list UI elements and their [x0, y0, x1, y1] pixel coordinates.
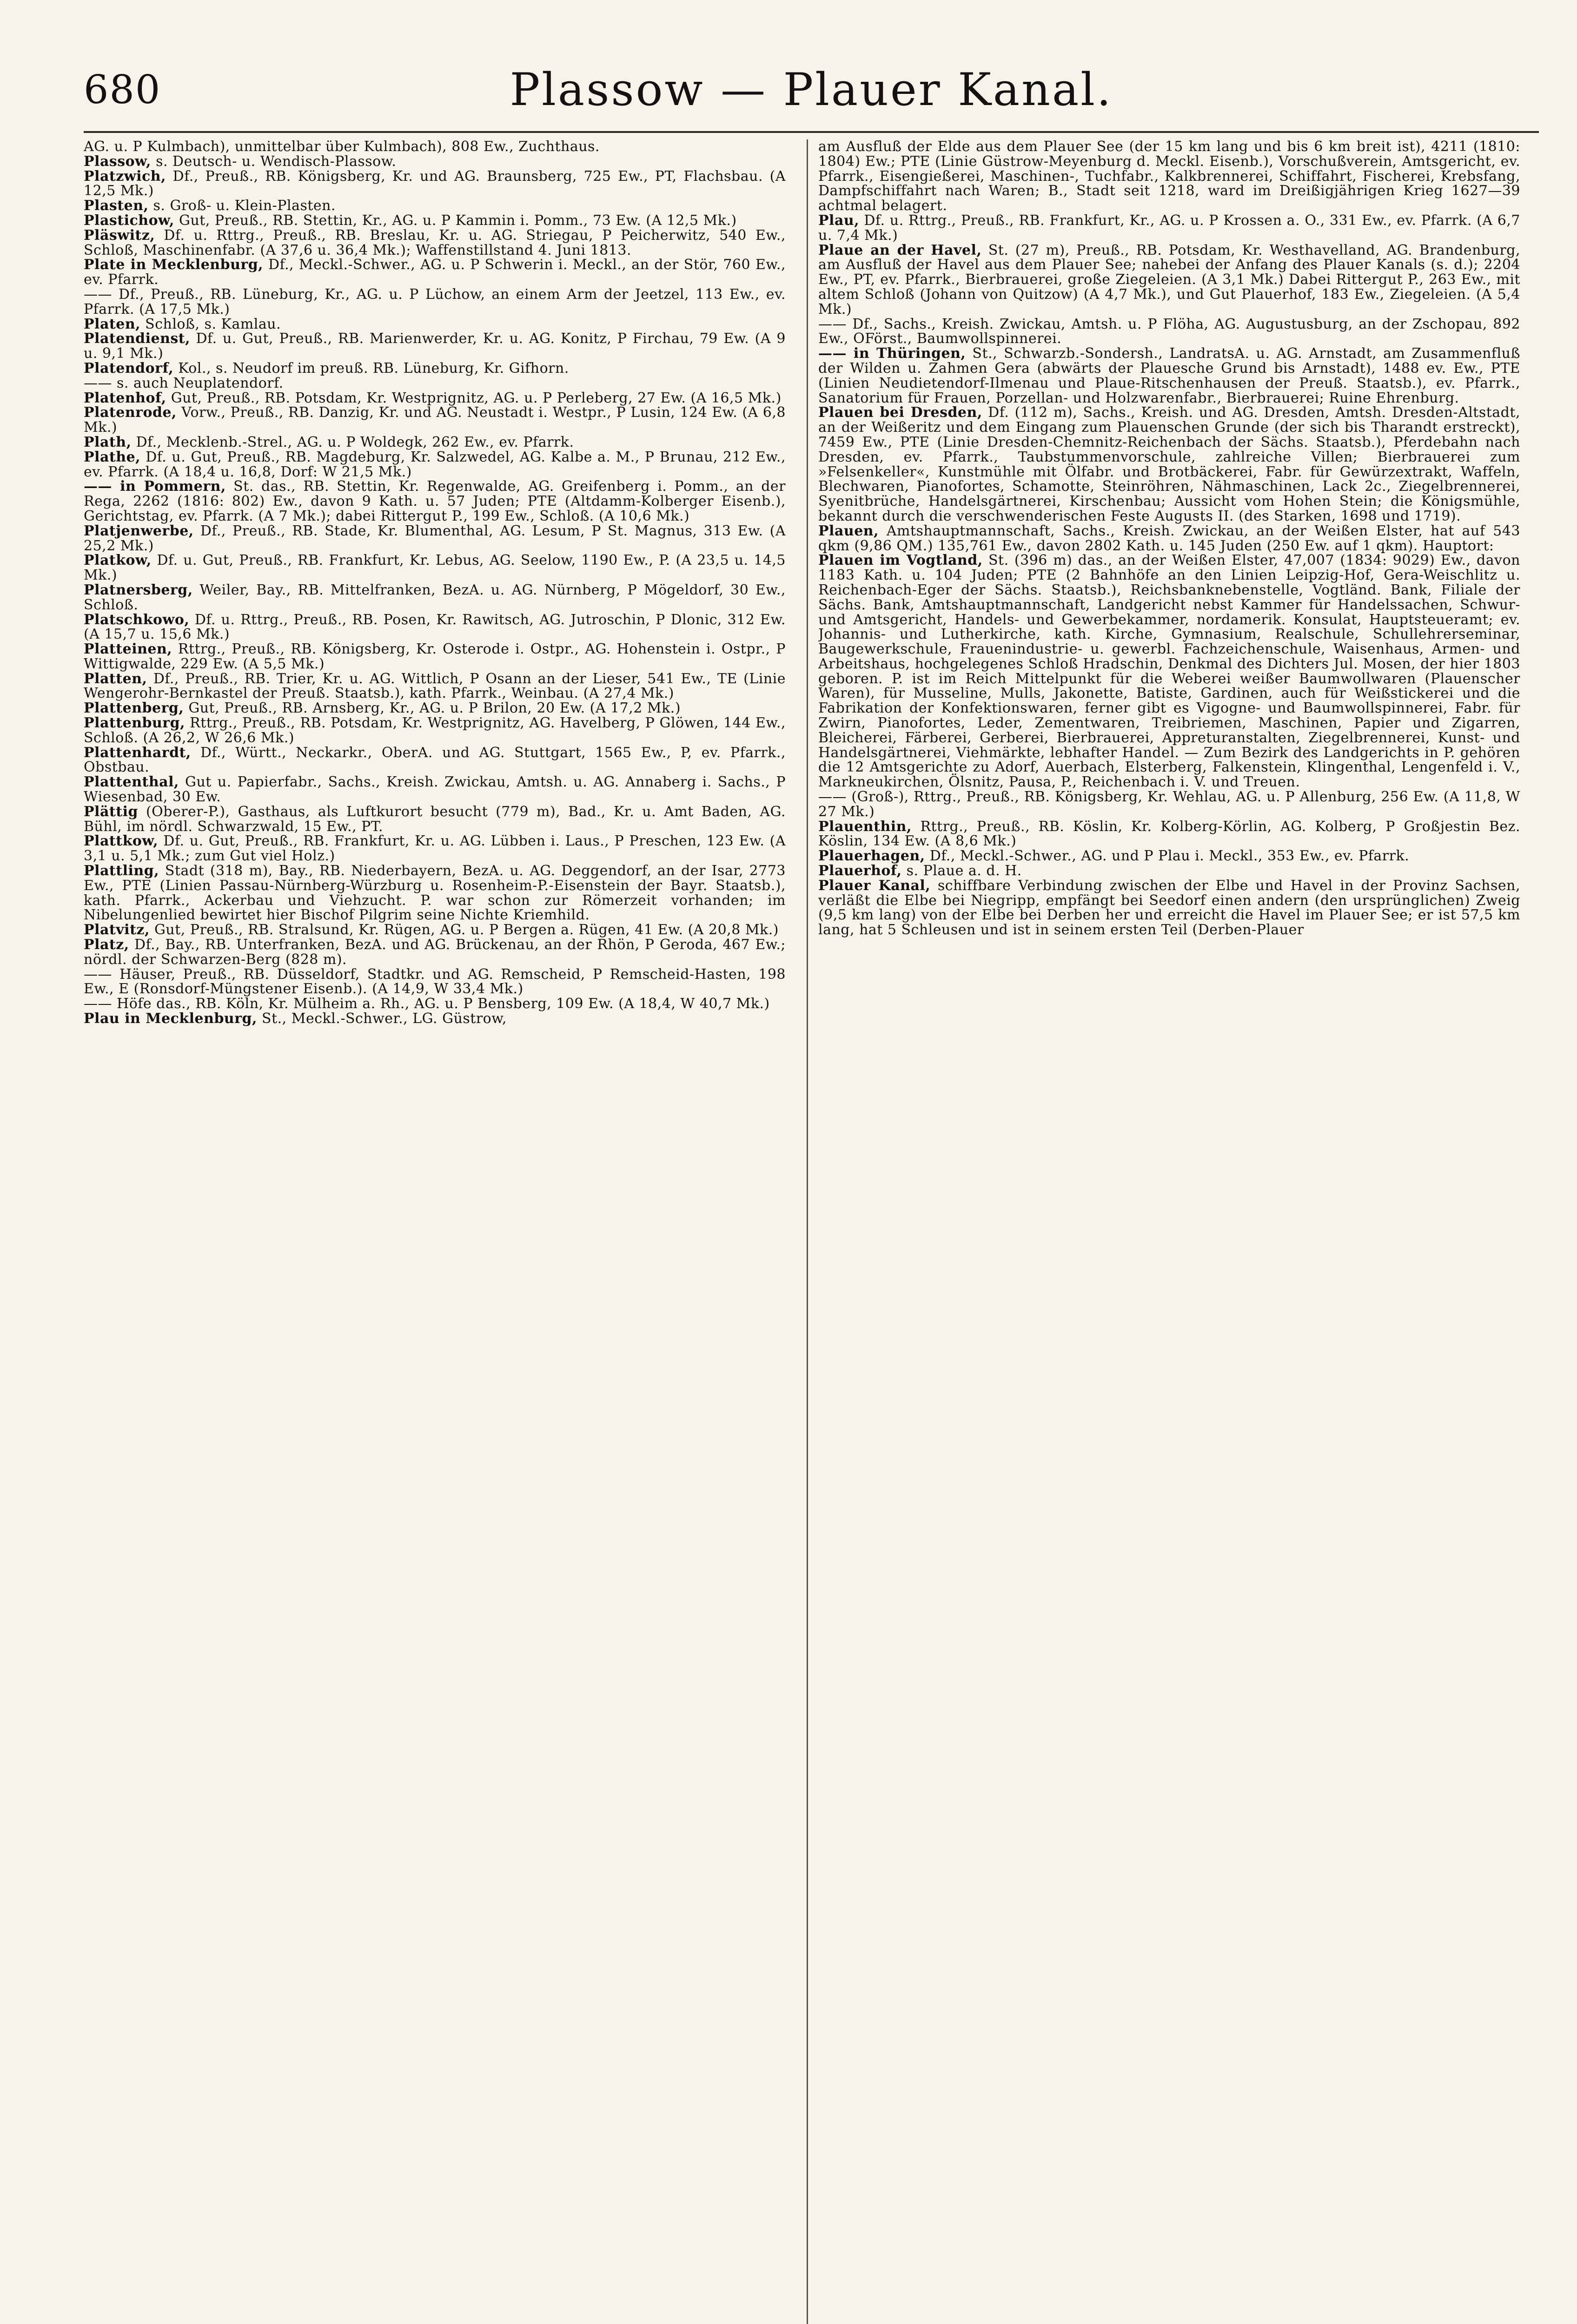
entry-text: St. (27 m), Preuß., RB. Potsdam, Kr. Westhavelland, AG. Brandenburg, am Ausfluß der Havel aus dem Plauer See; nahebei der Anfang des Plauer Kanals (s. d.); 2204 Ew., PT, ev. Pfarrk., Bierbrauerei, große Ziegeleien. (A 3,1 Mk.) Dabei Rittergut P., 263 Ew., mit altem Schloß (Johann von Quitzow) (A 4,7 Mk.), und Gut Plauerhof, 183 Ew., Ziegeleien. (A 5,4 Mk.) [818, 242, 1520, 317]
entry-text: am Ausfluß der Elde aus dem Plauer See (der 15 km lang und bis 6 km breit ist), 4211 (1810: 1804) Ew.; PTE (Linie Güstrow-Meyenburg d. Meckl. Eisenb.), Vorschußverein, Amtsgericht, ev. Pfarrk., Eisengießerei, Maschinen-, Tuchfabr., Kalkbrennerei, Schiffahrt, Fischerei, Krebsfang, Dampfschiffahrt nach Waren; B., Stadt seit 1218, ward im Dreißigjährigen Krieg 1627—39 achtmal belagert. [818, 139, 1520, 214]
dictionary-entry [84, 376, 786, 391]
dictionary-entry [84, 834, 786, 864]
dictionary-entry [84, 391, 786, 406]
dictionary-entry [818, 819, 1520, 849]
entry-headword: Plättig [84, 803, 138, 820]
entry-headword: Plathe, [84, 449, 141, 465]
entry-headword: Platteinen, [84, 641, 172, 658]
dictionary-entry [84, 450, 786, 480]
dictionary-entry [84, 716, 786, 746]
entry-headword: Platendorf, [84, 360, 174, 376]
entry-text: Df. u. Rttrg., Preuß., RB. Frankfurt, Kr., AG. u. P Krossen a. O., 331 Ew., ev. Pfarrk. (A 6,7 u. 7,4 Mk.) [818, 212, 1520, 244]
dictionary-entry [818, 878, 1520, 938]
entry-headword: Plastichow, [84, 212, 174, 229]
dictionary-entry [84, 139, 786, 154]
dictionary-entry [818, 317, 1520, 347]
entry-text: Df., Preuß., RB. Trier, Kr. u. AG. Wittlich, P Osann an der Lieser, 541 Ew., TE (Linie Wengerohr-Bernkastel der Preuß. Staatsb.), kath. Pfarrk., Weinbau. (A 27,4 Mk.) [84, 670, 786, 702]
entry-text: —— s. auch Neuplatendorf. [84, 375, 284, 391]
entry-headword: Platendienst, [84, 330, 191, 347]
entry-headword: Plath, [84, 434, 132, 450]
entry-text: St. das., RB. Stettin, Kr. Regenwalde, AG. Greifenberg i. Pomm., an der Rega, 2262 (1816: 802) Ew., davon 9 Kath. u. 57 Juden; PTE (Altdamm-Kolberger Eisenb.), Gerichtstag, ev. Pfarrk. (A 7 Mk.); dabei Rittergut P., 199 Ew., Schloß. (A 10,6 Mk.) [84, 478, 786, 524]
dictionary-entry [84, 435, 786, 450]
entry-headword: Plate in Mecklenburg, [84, 257, 264, 273]
entry-text: Amtshauptmannschaft, Sachs., Kreish. Zwickau, an der Weißen Elster, hat auf 543 qkm (9,86 QM.) 135,761 Ew., davon 2802 Kath. u. 145 Juden (250 Ew. auf 1 qkm). Hauptort: [818, 522, 1520, 554]
entry-text: Stadt (318 m), Bay., RB. Niederbayern, BezA. u. AG. Deggendorf, an der Isar, 2773 Ew., PTE (Linien Passau-Nürnberg-Würzburg u. Rosenheim-P.-Eisenstein der Bayr. Staatsb.), kath. Pfarrk., Ackerbau und Viehzucht. P. war schon zur Römerzeit vorhanden; im Nibelungenlied bewirtet hier Bischof Pilgrim seine Nichte Kriemhild. [84, 863, 786, 924]
entry-text: s. Groß- u. Klein-Plasten. [153, 198, 336, 214]
entry-headword: Platkow, [84, 552, 152, 569]
entry-text: Df., Meckl.-Schwer., AG. und P Plau i. Meckl., 353 Ew., ev. Pfarrk. [929, 848, 1410, 865]
dictionary-entry [84, 169, 786, 199]
left-column [84, 139, 786, 2324]
entry-headword: Platz, [84, 937, 129, 953]
entry-text: St. (396 m) das., an der Weißen Elster, 47,007 (1834: 9029) Ew., davon 1183 Kath. u. 104 Juden; PTE (2 Bahnhöfe an den Linien Leipzig-Hof, Gera-Weischlitz u. Reichenbach-Eger der Sächs. Staatsb.), Reichsbanknebenstelle, Vogtländ. Bank, Filiale der Sächs. Bank, Amtshauptmannschaft, Landgericht nebst Kammer für Handelssachen, Schwur- und Amtsgericht, Handels- und Gewerbekammer, nordamerik. Konsulat, Hauptsteueramt; ev. Johannis- und Lutherkirche, kath. Kirche, Gymnasium, Realschule, Schullehrerseminar, Baugewerkschule, Frauenindustrie- u. gewerbl. Fachzeichenschule, Waisenhaus, Armen- und Arbeitshaus, hochgelegenes Schloß Hradschin, Denkmal des Dichters Jul. Mosen, der hier 1803 geboren. P. ist im Reich Mittelpunkt für die Weberei weißer Baumwollwaren (Plauenscher Waren), für Musseline, Mulls, Jakonette, Batiste, Gardinen, auch für Weißstickerei und die Fabrikation der Konfektionswaren, ferner gibt es Vigogne- und Baumwollspinnerei, Fabr. für Zwirn, Pianofortes, Leder, Zementwaren, Treibriemen, Maschinen, Papier und Zigarren, Bleicherei, Färberei, Gerberei, Bierbrauerei, Appreturanstalten, Ziegelbrennerei, Kunst- und Handelsgärtnerei, Viehmärkte, lebhafter Handel. — Zum Bezirk des Landgerichts in P. gehören die 12 Amtsgerichte zu Adorf, Auerbach, Elsterberg, Falkenstein, Klingenthal, Lengenfeld i. V., Markneukirchen, Ölsnitz, Pausa, P., Reichenbach i. V. und Treuen. [818, 552, 1520, 791]
dictionary-entry [84, 524, 786, 554]
entry-text: (Oberer-P.), Gasthaus, als Luftkurort besucht (779 m), Bad., Kr. u. Amt Baden, AG. Bühl, im nördl. Schwarzwald, 15 Ew., PT. [84, 803, 786, 835]
dictionary-entry [818, 790, 1520, 819]
entry-headword: Plassow, [84, 153, 152, 170]
entry-headword: Plauenthin, [818, 818, 912, 835]
entry-headword: Platjenwerbe, [84, 522, 194, 539]
entry-text: —— Häuser, Preuß., RB. Düsseldorf, Stadtkr. und AG. Remscheid, P Remscheid-Hasten, 198 Ew., E (Ronsdorf-Müngstener Eisenb.). (A 14,9, W 33,4 Mk.) [84, 966, 786, 997]
dictionary-entry [84, 805, 786, 834]
entry-text: Df., Preuß., RB. Königsberg, Kr. und AG. Braunsberg, 725 Ew., PT, Flachsbau. (A 12,5 Mk.) [84, 168, 786, 199]
dictionary-entry [84, 864, 786, 923]
entry-text: Rttrg., Preuß., RB. Königsberg, Kr. Osterode i. Ostpr., AG. Hohenstein i. Ostpr., P Wittigwalde, 229 Ew. (A 5,5 Mk.) [84, 641, 786, 672]
entry-text: Schloß, s. Kamlau. [145, 316, 281, 332]
entry-text: Df., Bay., RB. Unterfranken, BezA. und AG. Brückenau, an der Rhön, P Geroda, 467 Ew.; nördl. der Schwarzen-Berg (828 m). [84, 937, 786, 968]
entry-text: —— Df., Preuß., RB. Lüneburg, Kr., AG. u. P Lüchow, an einem Arm der Jeetzel, 113 Ew., ev. Pfarrk. (A 17,5 Mk.) [84, 286, 786, 317]
entry-text: Df., Württ., Neckarkr., OberA. und AG. Stuttgart, 1565 Ew., P, ev. Pfarrk., Obstbau. [84, 744, 786, 776]
entry-headword: —— in Thüringen, [818, 345, 966, 362]
entry-text: Df. u. Rttrg., Preuß., RB. Posen, Kr. Rawitsch, AG. Jutroschin, P Dlonic, 312 Ew. (A 15,7 u. 15,6 Mk.) [84, 611, 786, 643]
dictionary-entry [84, 701, 786, 716]
dictionary-entry [84, 331, 786, 361]
dictionary-entry [84, 923, 786, 938]
entry-headword: Plattenthal, [84, 774, 179, 791]
entry-text: s. Deutsch- u. Wendisch-Plassow. [156, 153, 397, 170]
dictionary-entry [84, 257, 786, 287]
dictionary-entry [818, 524, 1520, 554]
dictionary-entry [84, 287, 786, 317]
dictionary-entry [818, 864, 1520, 878]
entry-text: Gut, Preuß., RB. Stralsund, Kr. Rügen, AG. u. P Bergen a. Rügen, 41 Ew. (A 20,8 Mk.) [154, 922, 779, 938]
entry-text: Df., Meckl.-Schwer., AG. u. P Schwerin i. Meckl., an der Stör, 760 Ew., ev. Pfarrk. [84, 257, 786, 288]
entry-text: Rttrg., Preuß., RB. Köslin, Kr. Kolberg-Körlin, AG. Kolberg, P Großjestin Bez. Köslin, 134 Ew. (A 8,6 Mk.) [818, 818, 1520, 850]
entry-text: Df. (112 m), Sachs., Kreish. und AG. Dresden, Amtsh. Dresden-Altstadt, an der Weißeritz und dem Eingang zum Plauenschen Grunde (der sich bis Tharandt erstreckt), 7459 Ew., PTE (Linie Dresden-Chemnitz-Reichenbach der Sächs. Staatsb.), Pferdebahn nach Dresden, ev. Pfarrk., Taubstummenvorschule, zahlreiche Villen; Bierbrauerei zum »Felsenkeller«, Kunstmühle mit Ölfabr. und Brotbäckerei, Fabr. für Gewürzextrakt, Waffeln, Blechwaren, Pianofortes, Schamotte, Steinröhren, Nähmaschinen, Lack 2c., Ziegelbrennerei, Syenitbrüche, Handelsgärtnerei, Kirschenbau; Aussicht vom Hohen Stein; die Königsmühle, bekannt durch die verschwenderischen Feste Augusts II. (des Starken, 1698 und 1719). [818, 404, 1520, 524]
dictionary-entry [818, 346, 1520, 405]
dictionary-entry [84, 198, 786, 213]
dictionary-entry [84, 1011, 786, 1026]
entry-text: Gut, Preuß., RB. Stettin, Kr., AG. u. P Kammin i. Pomm., 73 Ew. (A 12,5 Mk.) [179, 212, 737, 229]
dictionary-entry [84, 642, 786, 672]
entry-text: —— Df., Sachs., Kreish. Zwickau, Amtsh. u. P Flöha, AG. Augustusburg, an der Zschopau, 892 Ew., OFörst., Baumwollspinnerei. [818, 316, 1520, 347]
dictionary-entry [84, 317, 786, 332]
page-number: 680 [84, 67, 161, 112]
entry-headword: Plauen im Vogtland, [818, 552, 983, 569]
entry-headword: Platten, [84, 670, 147, 687]
entry-text: Df., Mecklenb.-Strel., AG. u. P Woldegk, 262 Ew., ev. Pfarrk. [136, 434, 574, 450]
entry-text: Weiler, Bay., RB. Mittelfranken, BezA. u. AG. Nürnberg, P Mögeldorf, 30 Ew., Schloß. [84, 581, 786, 613]
dictionary-entry [84, 553, 786, 583]
entry-text: Df. u. Gut, Preuß., RB. Magdeburg, Kr. Salzwedel, AG. Kalbe a. M., P Brunau, 212 Ew., ev. Pfarrk. (A 18,4 u. 16,8, Dorf: W 21,5 Mk.) [84, 449, 786, 480]
entry-headword: Plau, [818, 212, 860, 229]
entry-headword: Platenrode, [84, 404, 177, 421]
entry-headword: Plauer Kanal, [818, 877, 931, 894]
entry-headword: Plattenhardt, [84, 744, 191, 761]
dictionary-entry [84, 967, 786, 997]
entry-text: Rttrg., Preuß., RB. Potsdam, Kr. Westprignitz, AG. Havelberg, P Glöwen, 144 Ew., Schloß. (A 26,2, W 26,6 Mk.) [84, 715, 786, 746]
dictionary-entry [84, 938, 786, 967]
dictionary-entry [818, 139, 1520, 213]
entry-text: Kol., s. Neudorf im preuß. RB. Lüneburg, Kr. Gifhorn. [178, 360, 569, 376]
entry-headword: Plattling, [84, 863, 159, 879]
dictionary-entry [84, 672, 786, 701]
dictionary-entry [84, 405, 786, 435]
entry-text: s. Plaue a. d. H. [906, 863, 1022, 879]
entry-headword: Plauen, [818, 522, 879, 539]
entry-headword: Plasten, [84, 198, 149, 214]
dictionary-entry [84, 479, 786, 523]
dictionary-entry [818, 849, 1520, 864]
page-header [84, 55, 1539, 125]
entry-text: St., Meckl.-Schwer., LG. Güstrow, [262, 1010, 507, 1027]
entry-text: Df. u. Gut, Preuß., RB. Frankfurt, Kr. Lebus, AG. Seelow, 1190 Ew., P. (A 23,5 u. 14,5 Mk.) [84, 552, 786, 584]
entry-headword: Plaue an der Havel, [818, 242, 982, 258]
entry-text: St., Schwarzb.-Sondersh., LandratsA. u. AG. Arnstadt, am Zusammenfluß der Wilden u. Zahmen Gera (abwärts der Plauesche Grund bis Arnstadt), 1488 ev. Ew., PTE (Linien Neudietendorf-Ilmenau und Plaue-Ritschenhausen der Preuß. Staatsb.), ev. Pfarrk., Sanatorium für Frauen, Porzellan- und Holzwarenfabr., Bierbrauerei; Ruine Ehrenburg. [818, 345, 1520, 406]
dictionary-entry [84, 775, 786, 805]
dictionary-entry [818, 553, 1520, 790]
entry-text: Vorw., Preuß., RB. Danzig, Kr. und AG. Neustadt i. Westpr., P Lusin, 124 Ew. (A 6,8 Mk.) [84, 404, 786, 436]
dictionary-entry [84, 583, 786, 613]
entry-text: Df. u. Rttrg., Preuß., RB. Breslau, Kr. u. AG. Striegau, P Peicherwitz, 540 Ew., Schloß, Maschinenfabr. (A 37,6 u. 36,4 Mk.); Waffenstillstand 4. Juni 1813. [84, 227, 786, 258]
entry-headword: Platnersberg, [84, 581, 193, 598]
entry-headword: Platschkowo, [84, 611, 190, 628]
entry-headword: Plattenberg, [84, 700, 184, 717]
dictionary-entry [84, 213, 786, 228]
entry-headword: Plattkow, [84, 833, 159, 850]
entry-text: Gut, Preuß., RB. Potsdam, Kr. Westprignitz, AG. u. P Perleberg, 27 Ew. (A 16,5 Mk.) [171, 390, 782, 406]
entry-text: —— (Groß-), Rttrg., Preuß., RB. Königsberg, Kr. Wehlau, AG. u. P Allenburg, 256 Ew. (A 11,8, W 27 Mk.) [818, 789, 1520, 820]
entry-text: schiffbare Verbindung zwischen der Elbe und Havel in der Provinz Sachsen, verläßt die Elbe bei Niegripp, empfängt bei Seedorf einen andern (den ursprünglichen) Zweig (9,5 km lang) von der Elbe bei Derben her und erreicht die Havel im Plauer See; er ist 57,5 km lang, hat 5 Schleusen und ist in seinem ersten Teil (Derben-Plauer [818, 877, 1520, 938]
entry-headword: Plauen bei Dresden, [818, 404, 982, 421]
dictionary-entry [818, 243, 1520, 317]
entry-headword: Pläswitz, [84, 227, 155, 244]
entry-headword: Platzwich, [84, 168, 166, 185]
dictionary-entry [818, 213, 1520, 243]
column-divider [807, 139, 808, 2324]
entry-headword: —— in Pommern, [84, 478, 226, 495]
page-title: Plassow — Plauer Kanal. [510, 64, 1113, 116]
entry-headword: Platvitz, [84, 922, 150, 938]
entry-headword: Plauerhagen, [818, 848, 925, 865]
dictionary-entry [84, 613, 786, 642]
entry-headword: Plau in Mecklenburg, [84, 1010, 257, 1027]
entry-text: Gut, Preuß., RB. Arnsberg, Kr., AG. u. P Brilon, 20 Ew. (A 17,2 Mk.) [188, 700, 681, 717]
dictionary-entry [818, 405, 1520, 523]
entry-text: —— Höfe das., RB. Köln, Kr. Mülheim a. Rh., AG. u. P Bensberg, 109 Ew. (A 18,4, W 40,7 Mk.) [84, 996, 770, 1012]
entry-headword: Platen, [84, 316, 141, 332]
entry-headword: Plauerhof, [818, 863, 902, 879]
dictionary-entry [84, 228, 786, 258]
dictionary-entry [84, 746, 786, 775]
dictionary-entry [84, 154, 786, 169]
entry-headword: Plattenburg, [84, 715, 186, 732]
dictionary-entry [84, 997, 786, 1011]
right-column [818, 139, 1520, 2324]
entry-headword: Platenhof, [84, 390, 166, 406]
entry-text: Df. u. Gut, Preuß., RB. Frankfurt, Kr. u. AG. Lübben i. Laus., P Preschen, 123 Ew. (A 3,1 u. 5,1 Mk.; zum Gut viel Holz.) [84, 833, 786, 865]
entry-text: Df., Preuß., RB. Stade, Kr. Blumenthal, AG. Lesum, P St. Magnus, 313 Ew. (A 25,2 Mk.) [84, 522, 786, 554]
dictionary-entry [84, 361, 786, 376]
entry-text: AG. u. P Kulmbach), unmittelbar über Kulmbach), 808 Ew., Zuchthaus. [84, 139, 600, 155]
entry-text: Gut u. Papierfabr., Sachs., Kreish. Zwickau, Amtsh. u. AG. Annaberg i. Sachs., P Wiesenbad, 30 Ew. [84, 774, 786, 805]
header-rule [84, 131, 1539, 133]
entry-text: Df. u. Gut, Preuß., RB. Marienwerder, Kr. u. AG. Konitz, P Firchau, 79 Ew. (A 9 u. 9,1 Mk.) [84, 330, 786, 362]
